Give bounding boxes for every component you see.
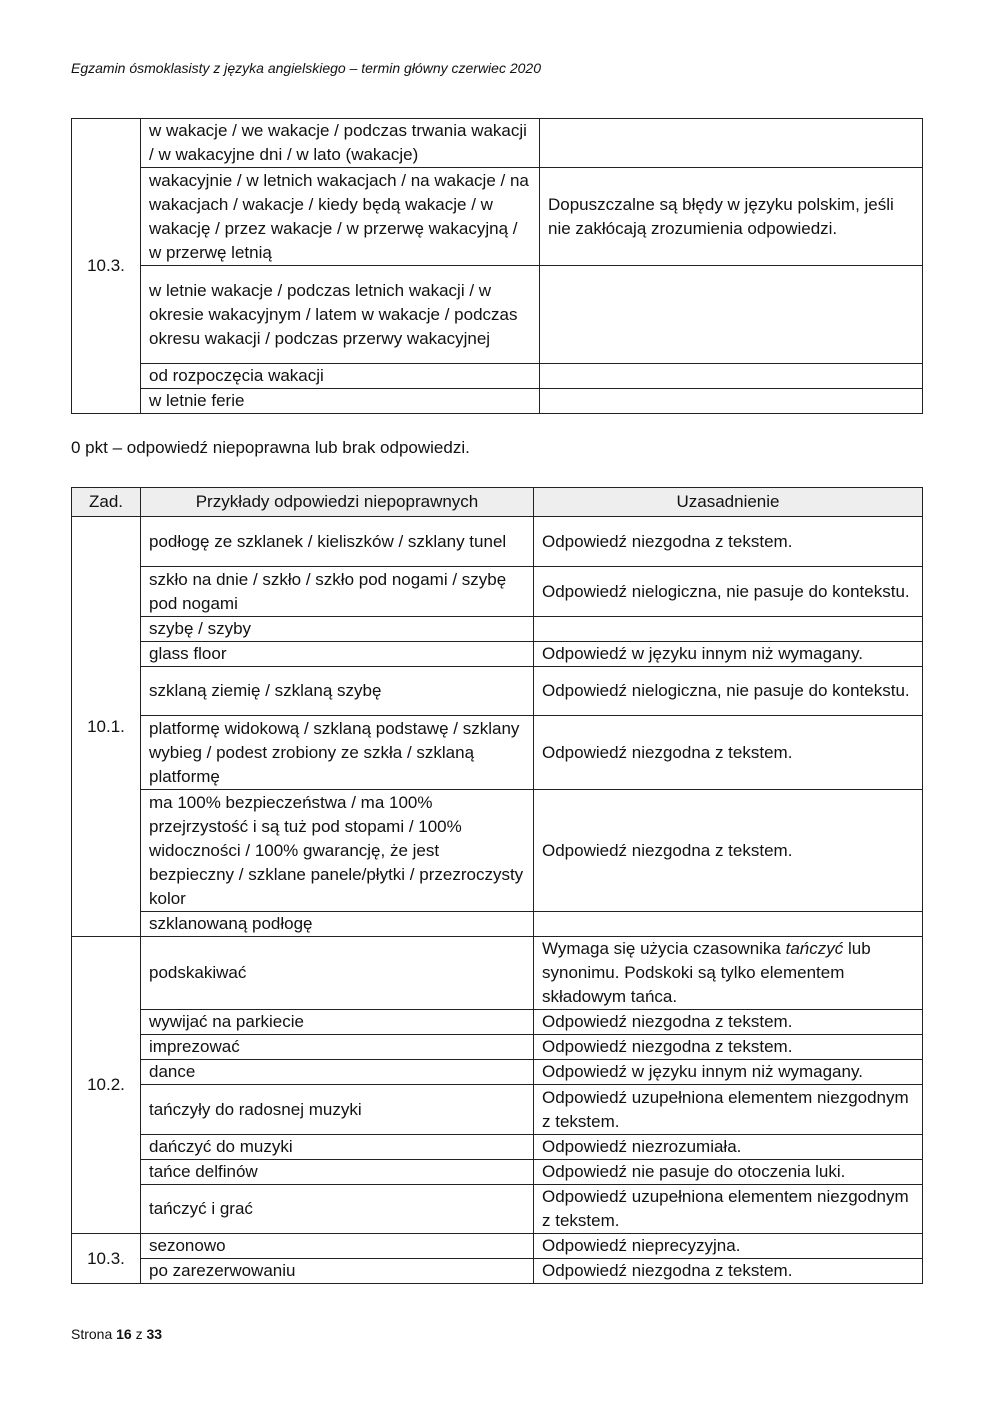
answer-cell: szklanowaną podłogę [141, 912, 534, 937]
answer-cell: ma 100% bezpieczeństwa / ma 100% przejrzystość i są tuż pod stopami / 100% widoczności / 100% gwarancję, że jest bezpieczny / szklane panele/płytki / przezroczysty kolor [141, 790, 534, 912]
answer-cell: tańce delfinów [141, 1160, 534, 1185]
comment-cell-empty [540, 364, 923, 389]
answer-cell: tańczyć i grać [141, 1185, 534, 1234]
answer-cell: wakacyjnie / w letnich wakacjach / na wakacje / na wakacjach / wakacje / kiedy będą wakacje / w wakację / przez wakacje / w przerwę wakacyjną / w przerwę letnią [141, 168, 540, 266]
answer-cell: po zarezerwowaniu [141, 1259, 534, 1284]
answer-cell: w letnie ferie [141, 389, 540, 414]
reason-cell: Odpowiedź niezgodna z tekstem. [534, 716, 923, 790]
column-header-zad: Zad. [72, 488, 141, 517]
table-row [72, 168, 923, 266]
reason-cell: Odpowiedź uzupełniona elementem niezgodnym z tekstem. [534, 1085, 923, 1135]
table-row [72, 567, 923, 617]
comment-cell-empty [540, 389, 923, 414]
footer-sep: z [135, 1326, 143, 1342]
answer-cell: szklaną ziemię / szklaną szybę [141, 667, 534, 716]
page-header: Egzamin ósmoklasisty z języka angielskiego – termin główny czerwiec 2020 [71, 60, 541, 76]
reason-emphasis: tańczyć [785, 939, 844, 958]
task-number: 10.1. [72, 517, 141, 937]
answer-cell: sezonowo [141, 1234, 534, 1259]
table-row [72, 937, 923, 1010]
table-header-row [72, 488, 923, 517]
answer-cell: szybę / szyby [141, 617, 534, 642]
comment-cell: Dopuszczalne są błędy w języku polskim, jeśli nie zakłócają zrozumienia odpowiedzi. [540, 168, 923, 266]
answer-cell: szkło na dnie / szkło / szkło pod nogami / szybę pod nogami [141, 567, 534, 617]
answer-cell: dańczyć do muzyki [141, 1135, 534, 1160]
reason-cell [534, 937, 923, 1010]
column-header-reason: Uzasadnienie [534, 488, 923, 517]
answer-cell: glass floor [141, 642, 534, 667]
reason-cell: Odpowiedź w języku innym niż wymagany. [534, 1060, 923, 1085]
table-row [72, 617, 923, 642]
table-incorrect-answers [71, 487, 923, 1284]
page-total: 33 [146, 1326, 163, 1342]
reason-cell: Odpowiedź nielogiczna, nie pasuje do kontekstu. [534, 567, 923, 617]
reason-text: lub synonimu. Podskoki są tylko elementem składowym tańca. [542, 939, 871, 1006]
footer-prefix: Strona [71, 1326, 113, 1342]
answer-cell: wywijać na parkiecie [141, 1010, 534, 1035]
table-row [72, 912, 923, 937]
table-row [72, 1060, 923, 1085]
reason-cell: Odpowiedź niezgodna z tekstem. [534, 790, 923, 912]
table-row [72, 1234, 923, 1259]
task-number: 10.3. [72, 1234, 141, 1284]
reason-cell: Odpowiedź w języku innym niż wymagany. [534, 642, 923, 667]
answer-cell: tańczyły do radosnej muzyki [141, 1085, 534, 1135]
table-row [72, 119, 923, 168]
reason-cell: Odpowiedź uzupełniona elementem niezgodnym z tekstem. [534, 1185, 923, 1234]
table-row [72, 1160, 923, 1185]
answer-cell: od rozpoczęcia wakacji [141, 364, 540, 389]
reason-cell: Odpowiedź niezgodna z tekstem. [534, 1010, 923, 1035]
answer-cell: podłogę ze szklanek / kieliszków / szklany tunel [141, 517, 534, 567]
answer-cell: w wakacje / we wakacje / podczas trwania wakacji / w wakacyjne dni / w lato (wakacje) [141, 119, 540, 168]
page-footer [71, 1326, 162, 1342]
task-number: 10.2. [72, 937, 141, 1234]
table-row [72, 790, 923, 912]
table-row [72, 517, 923, 567]
answer-cell: dance [141, 1060, 534, 1085]
reason-cell [534, 912, 923, 937]
reason-cell: Odpowiedź niezrozumiała. [534, 1135, 923, 1160]
column-header-examples: Przykłady odpowiedzi niepoprawnych [141, 488, 534, 517]
table-row [72, 1259, 923, 1284]
scoring-note: 0 pkt – odpowiedź niepoprawna lub brak odpowiedzi. [71, 438, 470, 457]
answer-cell: imprezować [141, 1035, 534, 1060]
answer-cell: w letnie wakacje / podczas letnich wakacji / w okresie wakacyjnym / latem w wakacje / podczas okresu wakacji / podczas przerwy wakacyjnej [141, 266, 540, 364]
reason-cell: Odpowiedź nie pasuje do otoczenia luki. [534, 1160, 923, 1185]
table-row [72, 1135, 923, 1160]
comment-cell-empty [540, 119, 923, 168]
comment-cell-empty [540, 266, 923, 364]
reason-cell: Odpowiedź niezgodna z tekstem. [534, 1035, 923, 1060]
task-number: 10.3. [72, 119, 141, 414]
table-accepted-answers [71, 118, 923, 414]
reason-cell: Odpowiedź nielogiczna, nie pasuje do kontekstu. [534, 667, 923, 716]
table-row [72, 1185, 923, 1234]
table-row [72, 642, 923, 667]
table-row [72, 1010, 923, 1035]
answer-cell: podskakiwać [141, 937, 534, 1010]
reason-cell: Odpowiedź niezgodna z tekstem. [534, 517, 923, 567]
answer-cell: platformę widokową / szklaną podstawę / szklany wybieg / podest zrobiony ze szkła / szklaną platformę [141, 716, 534, 790]
reason-cell: Odpowiedź niezgodna z tekstem. [534, 1259, 923, 1284]
table-row [72, 716, 923, 790]
table-row [72, 364, 923, 389]
page-number: 16 [116, 1326, 132, 1342]
table-row [72, 389, 923, 414]
table-row [72, 667, 923, 716]
reason-cell: Odpowiedź nieprecyzyjna. [534, 1234, 923, 1259]
reason-text: Wymaga się użycia czasownika [542, 939, 786, 958]
table-row [72, 1085, 923, 1135]
reason-cell [534, 617, 923, 642]
table-row [72, 1035, 923, 1060]
table-row [72, 266, 923, 364]
